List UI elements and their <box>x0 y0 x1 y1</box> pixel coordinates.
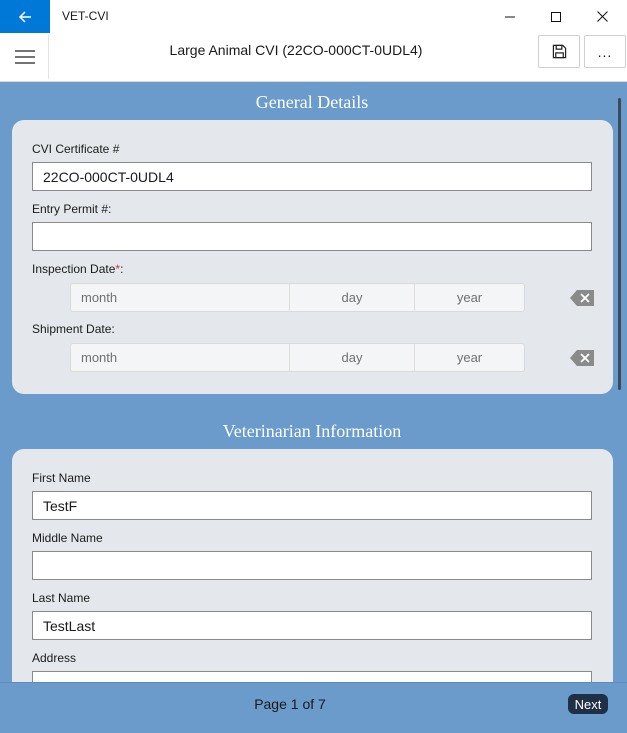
maximize-button[interactable] <box>533 0 579 33</box>
shipment-date-label: Shipment Date: <box>32 322 115 336</box>
inspection-date-month[interactable]: month <box>71 284 290 311</box>
backspace-clear-icon <box>570 350 594 366</box>
save-button[interactable] <box>538 35 580 68</box>
maximize-icon <box>551 12 561 22</box>
last-name-label: Last Name <box>32 591 91 605</box>
back-button[interactable] <box>0 0 50 33</box>
address-label: Address <box>32 651 77 665</box>
backspace-clear-icon <box>570 290 594 306</box>
shipment-date-clear-button[interactable] <box>570 349 594 367</box>
app-title: VET-CVI <box>62 9 109 23</box>
inspection-date-clear-button[interactable] <box>570 289 594 307</box>
shipment-date-month[interactable]: month <box>71 344 290 371</box>
minimize-icon <box>505 12 515 22</box>
veterinarian-information-title: Veterinarian Information <box>222 421 402 441</box>
save-icon <box>552 44 567 59</box>
form-content <box>0 82 627 682</box>
close-button[interactable] <box>579 0 625 33</box>
window-title-bar <box>0 0 627 33</box>
required-mark: * <box>115 262 121 276</box>
middle-name-label: Middle Name <box>32 531 103 545</box>
inspection-date-day[interactable]: day <box>290 284 415 311</box>
shipment-date-day[interactable]: day <box>290 344 415 371</box>
page-title: Large Animal CVI (22CO-000CT-0UDL4) <box>169 42 423 58</box>
entry-permit-label: Entry Permit #: <box>32 202 112 216</box>
minimize-button[interactable] <box>487 0 533 33</box>
general-details-card <box>12 120 613 394</box>
inspection-date-label: Inspection Date*: <box>32 262 124 276</box>
app-header <box>0 33 627 82</box>
cvi-certificate-input[interactable]: 22CO-000CT-0UDL4 <box>32 162 592 191</box>
address-input[interactable] <box>32 671 592 682</box>
shipment-date-year[interactable]: year <box>456 350 483 365</box>
pagination-footer <box>0 682 627 733</box>
cvi-certificate-label: CVI Certificate # <box>32 142 120 156</box>
general-details-title: General Details <box>255 92 369 112</box>
inspection-date-year[interactable]: year <box>456 290 483 305</box>
next-button[interactable]: Next <box>568 694 608 714</box>
close-icon <box>597 11 608 22</box>
last-name-input[interactable]: TestLast <box>32 611 592 640</box>
middle-name-input[interactable] <box>32 551 592 580</box>
shipment-date-picker[interactable] <box>70 343 525 372</box>
inspection-date-picker[interactable] <box>70 283 525 312</box>
entry-permit-input[interactable] <box>32 222 592 251</box>
page-indicator: Page 1 of 7 <box>254 696 326 712</box>
veterinarian-card <box>12 449 613 682</box>
more-options-button[interactable]: ... <box>584 35 626 68</box>
vertical-scrollbar[interactable] <box>618 98 621 390</box>
back-arrow-icon <box>18 10 32 24</box>
first-name-label: First Name <box>32 471 91 485</box>
first-name-input[interactable]: TestF <box>32 491 592 520</box>
